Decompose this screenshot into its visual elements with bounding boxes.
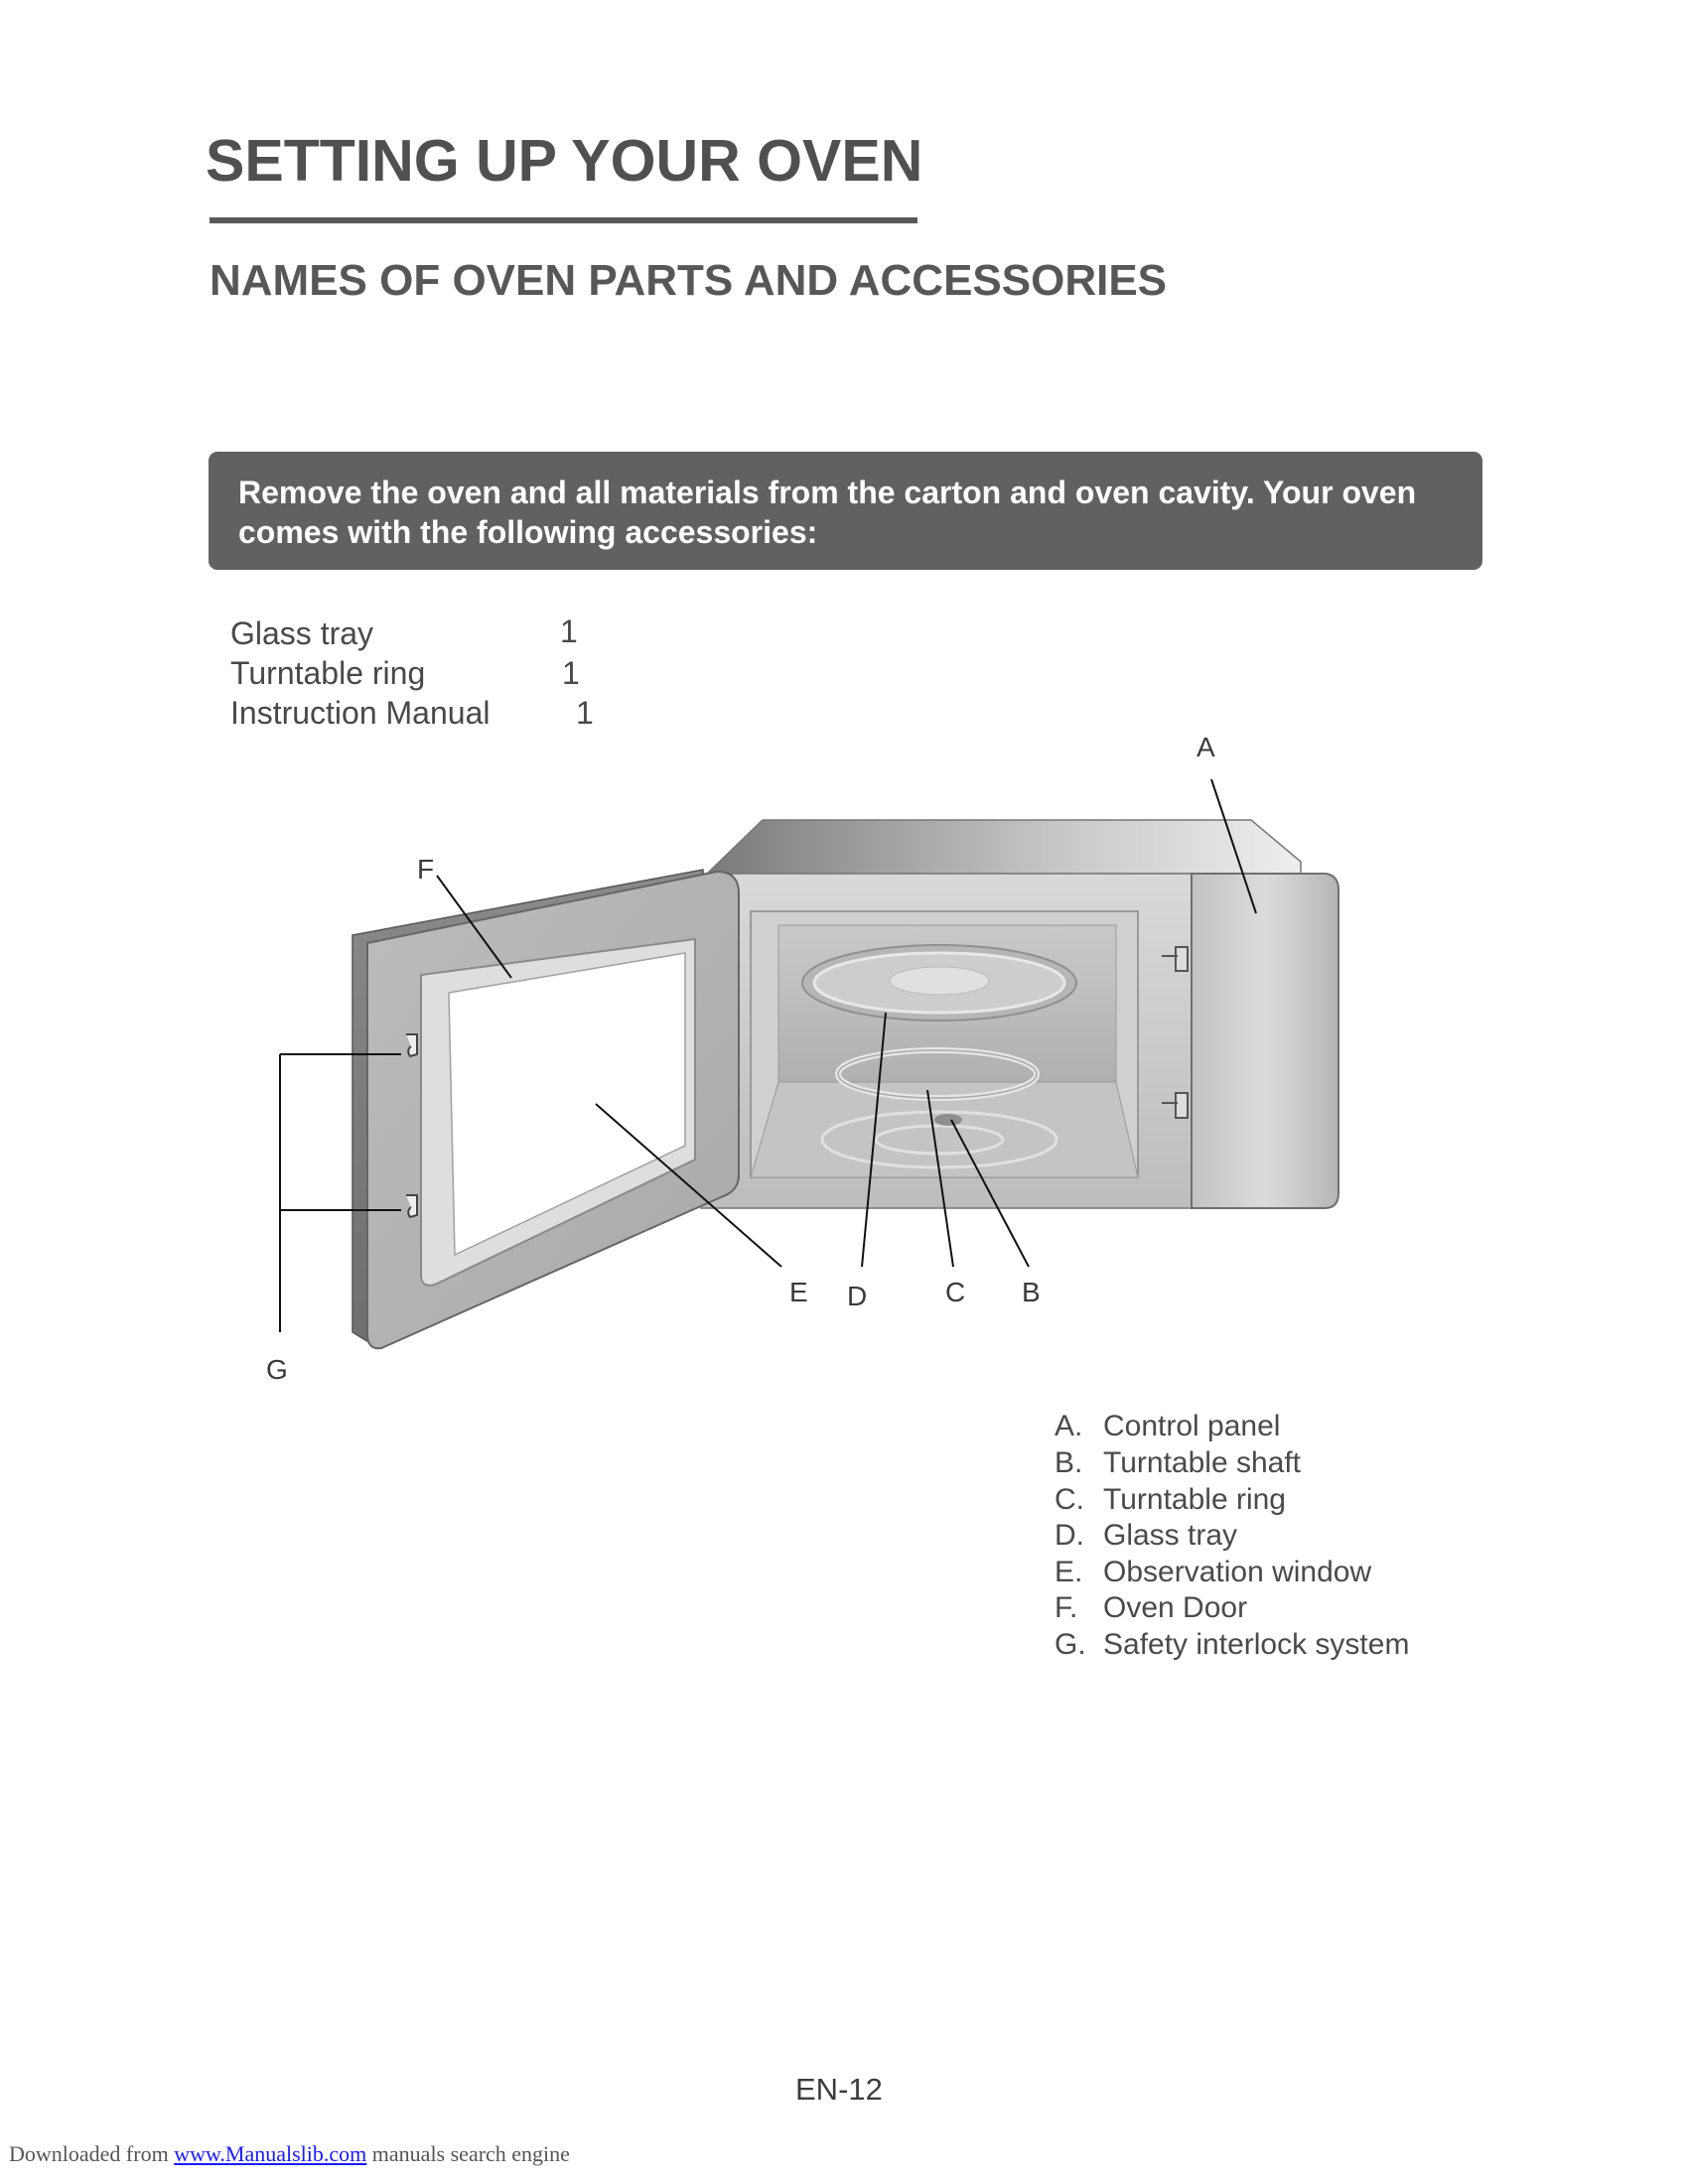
callout-g: G	[266, 1354, 288, 1385]
section-subtitle: NAMES OF OVEN PARTS AND ACCESSORIES	[210, 256, 1168, 305]
legend-item	[1055, 1556, 1371, 1589]
callout-e: E	[789, 1277, 808, 1307]
legend-label: Turntable ring	[1103, 1483, 1286, 1516]
legend-label: Safety interlock system	[1103, 1628, 1410, 1661]
legend-key: C.	[1055, 1483, 1084, 1516]
callout-b: B	[1022, 1277, 1041, 1307]
legend-item	[1055, 1519, 1237, 1553]
page-title: SETTING UP YOUR OVEN	[206, 128, 923, 194]
legend-key: E.	[1055, 1556, 1083, 1588]
footer-suffix: manuals search engine	[371, 2141, 570, 2166]
callout-c: C	[945, 1277, 966, 1307]
legend-key: A.	[1055, 1410, 1083, 1442]
accessory-name: Instruction Manual	[230, 695, 491, 731]
glass-tray-center	[890, 967, 989, 995]
legend-item	[1055, 1591, 1247, 1625]
accessory-qty: 1	[560, 614, 578, 649]
accessory-name: Turntable ring	[230, 655, 426, 691]
legend-label: Turntable shaft	[1103, 1446, 1301, 1479]
callout-d: D	[847, 1281, 868, 1311]
callout-f: F	[417, 854, 435, 885]
legend-item	[1055, 1483, 1286, 1517]
footer-prefix: Downloaded from	[9, 2141, 169, 2166]
legend-item	[1055, 1446, 1301, 1480]
legend-label: Control panel	[1103, 1410, 1281, 1442]
page-number: EN-12	[795, 2072, 883, 2107]
callout-a: A	[1196, 732, 1215, 762]
legend-key: G.	[1055, 1628, 1086, 1661]
legend-key: D.	[1055, 1519, 1084, 1552]
legend-label: Glass tray	[1103, 1519, 1238, 1552]
accessory-qty: 1	[576, 695, 594, 731]
accessory-name: Glass tray	[230, 615, 374, 651]
accessory-qty: 1	[562, 655, 580, 691]
download-footer	[9, 2141, 570, 2167]
turntable-shaft-shape	[934, 1114, 962, 1126]
legend-item	[1055, 1410, 1280, 1443]
manualslib-link[interactable]: www.Manualslib.com	[174, 2141, 367, 2166]
control-panel	[1192, 874, 1338, 1208]
legend-key: F.	[1055, 1591, 1078, 1624]
banner-text: Remove the oven and all materials from the carton and oven cavity. Your oven comes with the following accessories:	[238, 475, 1417, 550]
legend-item	[1055, 1628, 1409, 1662]
legend-key: B.	[1055, 1446, 1083, 1479]
legend-label: Observation window	[1103, 1556, 1372, 1588]
oven-top	[707, 820, 1301, 874]
legend-label: Oven Door	[1103, 1591, 1248, 1624]
